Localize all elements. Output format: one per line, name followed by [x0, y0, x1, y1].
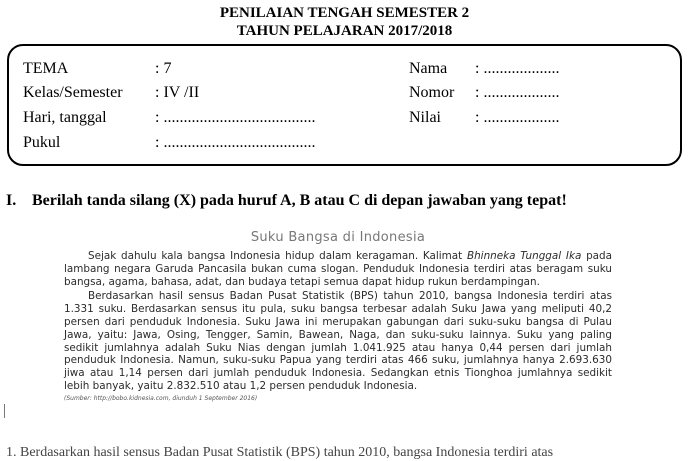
academic-year: TAHUN PELAJARAN 2017/2018	[236, 23, 453, 39]
hari-label: Hari, tanggal	[23, 109, 107, 126]
nilai-label: Nilai	[409, 109, 441, 126]
reading-source: (Sumber: http://bobo.kidnesia.com, diunduh 1 September 2016)	[64, 394, 258, 402]
student-info-box	[7, 44, 682, 166]
section-instruction	[6, 192, 567, 210]
tema-value: : 7	[155, 60, 172, 77]
reading-paragraph-2: Berdasarkan hasil sensus Badan Pusat Statistik (BPS) tahun 2010, bangsa Indonesia terdiri atas 1.331 suku. Berdasarkan sensus itu pula, suku bangsa terbesar adalah Suku Jawa yang meliputi 40,2 persen dari penduduk Indonesia. Suku Jawa ini merupakan gabungan dari suku-suku bangsa di Pulau Jawa, yaitu: Jawa, Osing, Tengger, Samin, Bawean, Naga, dan suku-suku lainnya. Suku yang paling sedikit jumlahnya adalah Suku Nias dengan jumlah 1.041.925 atau hanya 0,44 persen dari jumlah penduduk Indonesia. Namun, suku-suku Papua yang terdiri atas 466 suku, jumlahnya hanya 2.693.630 jiwa atau 1,14 persen dari jumlah penduduk Indonesia. Sedangkan etnis Tionghoa jumlahnya sedikit lebih banyak, yaitu 2.832.510 atau 1,2 persen penduduk Indonesia.	[64, 290, 612, 392]
nomor-label: Nomor	[409, 84, 455, 101]
tema-label: TEMA	[23, 60, 69, 77]
nama-field[interactable]: : ...................	[475, 60, 560, 77]
section-number: I.	[6, 192, 17, 209]
reading-title: Suku Bangsa di Indonesia	[250, 230, 426, 245]
pukul-field[interactable]: : ......................................	[155, 134, 316, 151]
pukul-label: Pukul	[23, 134, 61, 151]
kelas-label: Kelas/Semester	[23, 84, 123, 101]
reading-passage	[64, 230, 612, 402]
margin-mark	[4, 404, 5, 418]
nomor-field[interactable]: : ...................	[475, 84, 560, 101]
motto-italic: Bhinneka Tunggal Ika	[466, 250, 582, 262]
exam-title: PENILAIAN TENGAH SEMESTER 2	[219, 5, 470, 21]
nilai-field[interactable]: : ...................	[475, 109, 560, 126]
instruction-text: Berilah tanda silang (X) pada huruf A, B atau C di depan jawaban yang tepat!	[32, 192, 567, 209]
hari-field[interactable]: : ......................................	[155, 109, 316, 126]
reading-paragraph-1: Sejak dahulu kala bangsa Indonesia hidup dalam keragaman. Kalimat Bhinneka Tunggal Ika pada lambang negara Garuda Pancasila bukan cuma slogan. Penduduk Indonesia terdiri atas beragam suku bangsa, agama, bahasa, adat, dan budaya tetapi semua dapat hidup rukun berdampingan.	[64, 250, 612, 288]
question-1-partial: 1. Berdasarkan hasil sensus Badan Pusat Statistik (BPS) tahun 2010, bangsa Indonesia terdiri atas	[6, 445, 554, 460]
nama-label: Nama	[409, 60, 448, 77]
kelas-value: : IV /II	[155, 84, 200, 101]
